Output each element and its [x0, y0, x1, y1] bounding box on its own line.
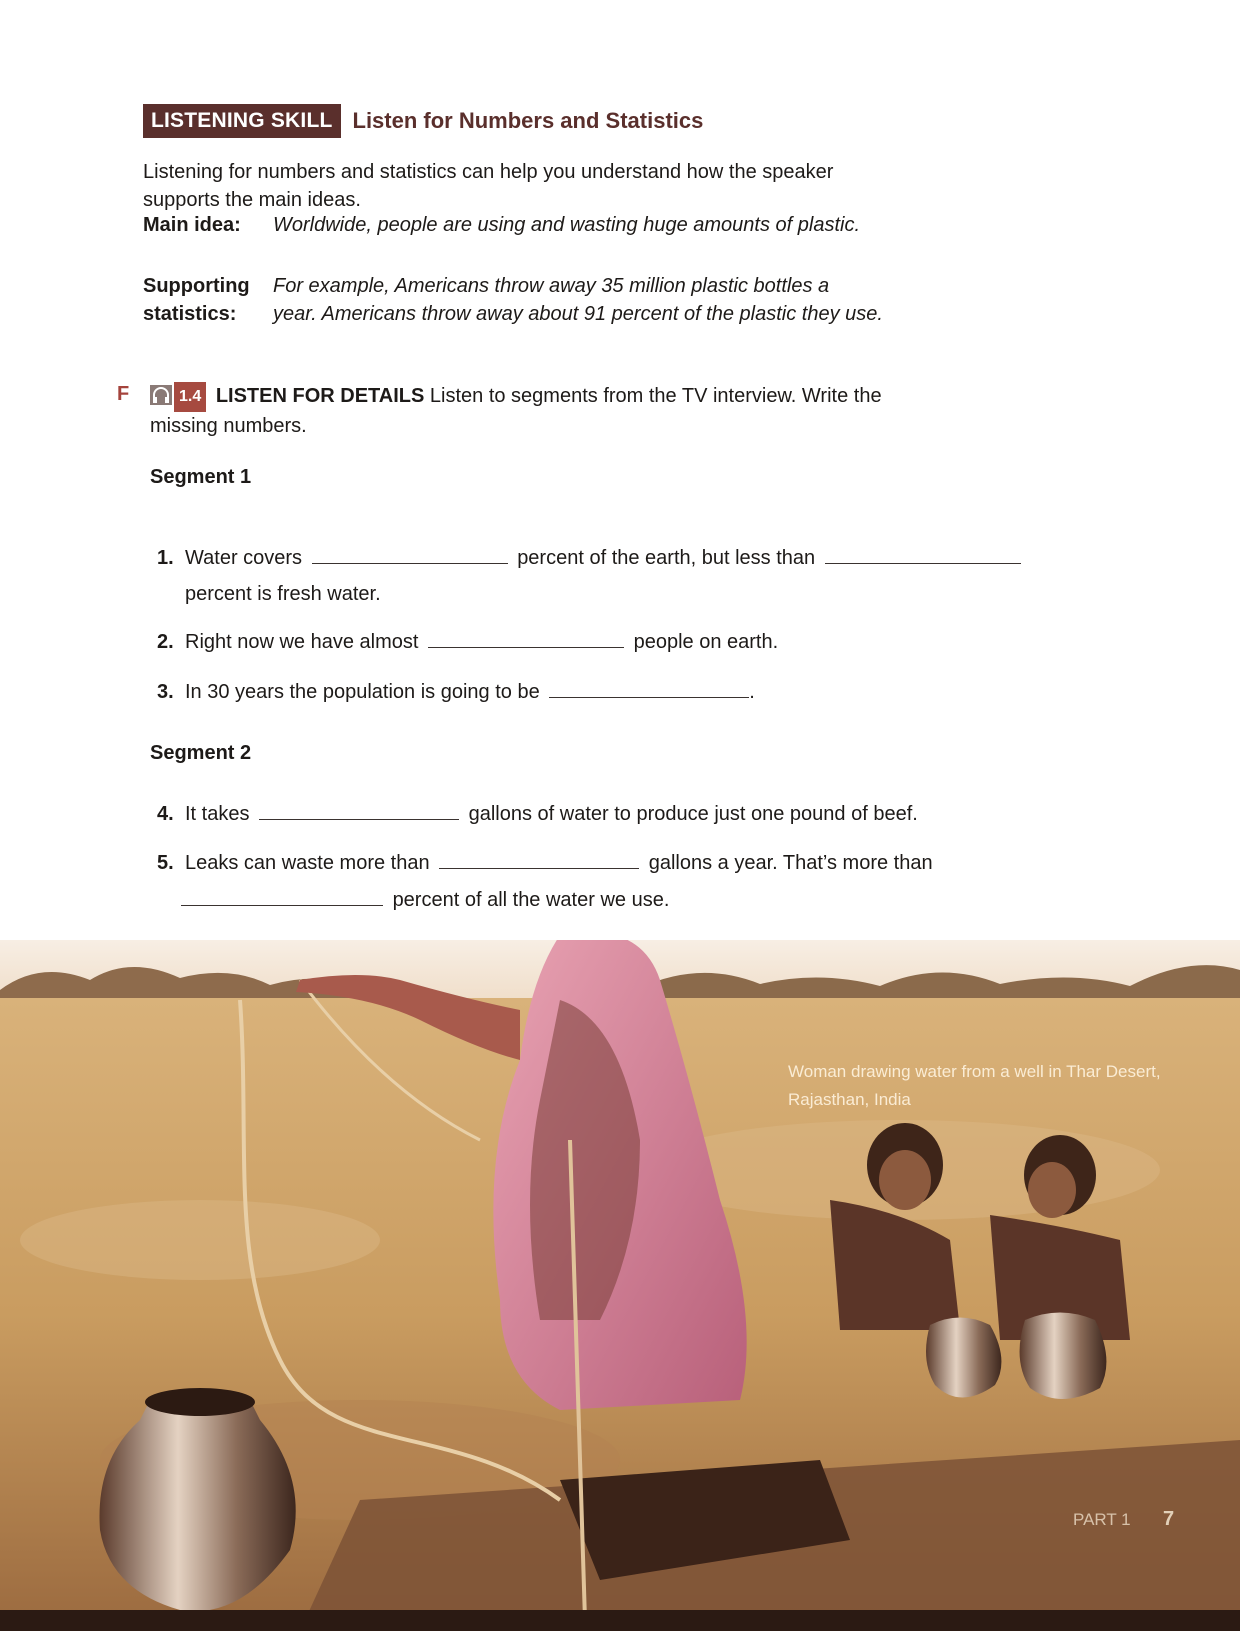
question-period: .: [749, 681, 755, 703]
question-5-continued: [181, 886, 669, 914]
question-number: 2.: [157, 631, 174, 653]
activity-instructions: [150, 382, 950, 440]
answer-blank[interactable]: [825, 545, 1021, 564]
question-text: Right now we have almost: [185, 631, 419, 653]
segment-2-label: Segment 2: [150, 742, 252, 764]
photo-illustration: [0, 940, 1240, 1631]
page-number: 7: [1163, 1508, 1175, 1530]
question-number: 5.: [157, 852, 174, 874]
question-4: [157, 800, 918, 828]
question-text: In 30 years the population is going to be: [185, 681, 540, 703]
segment-1-label: Segment 1: [150, 466, 252, 488]
skill-intro: Listening for numbers and statistics can help you understand how the speaker supports the main ideas.: [143, 161, 834, 211]
answer-blank[interactable]: [549, 679, 749, 698]
question-text: percent of all the water we use.: [392, 889, 670, 911]
activity-instruction-line-2: missing numbers.: [150, 415, 307, 437]
folio-label: PART 1: [1073, 1510, 1131, 1529]
activity-instruction-line-1: Listen to segments from the TV interview. Write the: [429, 385, 882, 407]
photo-caption: [788, 1058, 1168, 1114]
question-text: people on earth.: [633, 631, 779, 653]
question-number: 4.: [157, 803, 174, 825]
activity-letter: F: [117, 383, 130, 405]
supporting-label: [143, 272, 263, 328]
desert-well-photo: [0, 940, 1240, 1631]
activity-title: LISTEN FOR DETAILS: [215, 385, 425, 407]
answer-blank[interactable]: [312, 545, 508, 564]
supporting-text-line-1: For example, Americans throw away 35 million plastic bottles a: [273, 275, 830, 297]
answer-blank[interactable]: [181, 887, 383, 906]
question-5: [157, 849, 933, 877]
question-1: [157, 544, 1025, 572]
question-number: 3.: [157, 681, 174, 703]
main-idea-label: Main idea:: [143, 214, 241, 236]
skill-title: Listen for Numbers and Statistics: [352, 108, 704, 133]
headphones-icon: [150, 385, 172, 405]
question-3: [157, 678, 755, 706]
skill-header: [143, 104, 703, 138]
question-number: 1.: [157, 547, 174, 569]
main-idea-text: Worldwide, people are using and wasting huge amounts of plastic.: [273, 214, 861, 236]
question-text: percent of the earth, but less than: [517, 547, 816, 569]
question-text: Leaks can waste more than: [185, 852, 430, 874]
question-text: gallons a year. That’s more than: [648, 852, 933, 874]
question-text: It takes: [185, 803, 250, 825]
answer-blank[interactable]: [428, 629, 624, 648]
question-text: gallons of water to produce just one pound of beef.: [468, 803, 918, 825]
photo-caption-line-2: Rajasthan, India: [788, 1090, 911, 1109]
answer-blank[interactable]: [259, 801, 459, 820]
audio-track-badge: 1.4: [174, 382, 206, 412]
photo-caption-line-1: Woman drawing water from a well in Thar Desert,: [788, 1062, 1161, 1081]
question-text: Water covers: [185, 547, 303, 569]
supporting-text-line-2: year. Americans throw away about 91 percent of the plastic they use.: [273, 303, 883, 325]
question-1-continued: percent is fresh water.: [185, 583, 381, 605]
supporting-label-line-1: Supporting: [143, 275, 250, 297]
skill-tag: LISTENING SKILL: [143, 104, 341, 138]
supporting-label-line-2: statistics:: [143, 303, 237, 325]
supporting-text: [273, 272, 923, 328]
question-2: [157, 628, 778, 656]
answer-blank[interactable]: [439, 850, 639, 869]
